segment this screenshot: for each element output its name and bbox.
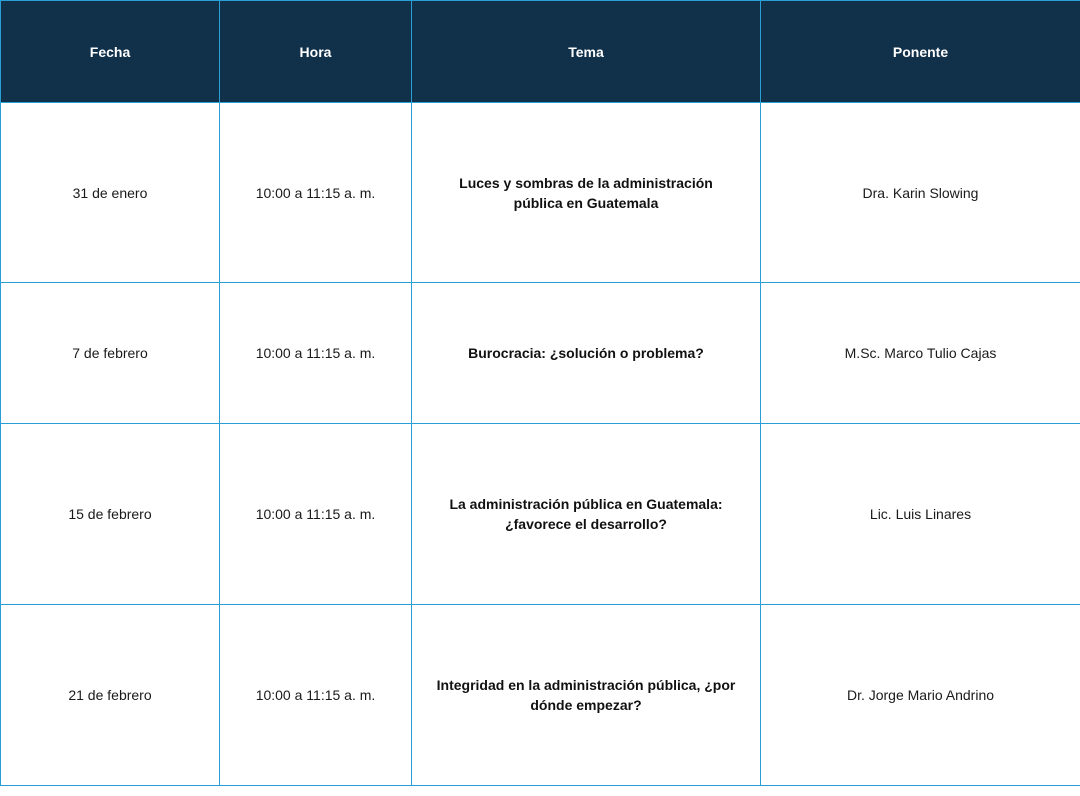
time-cell: 10:00 a 11:15 a. m.: [220, 103, 412, 283]
header-row: [1, 1, 1080, 103]
topic-cell: Luces y sombras de la administración pública en Guatemala: [412, 103, 761, 283]
date-cell: 31 de enero: [1, 103, 220, 283]
speaker-cell: M.Sc. Marco Tulio Cajas: [761, 283, 1080, 424]
speaker-cell: Dra. Karin Slowing: [761, 103, 1080, 283]
date-cell: 21 de febrero: [1, 605, 220, 786]
table-body: [1, 103, 1080, 786]
date-cell: 7 de febrero: [1, 283, 220, 424]
topic-cell: La administración pública en Guatemala: ¿favorece el desarrollo?: [412, 424, 761, 605]
column-header-speaker: Ponente: [761, 1, 1080, 103]
table-row: [1, 424, 1080, 605]
topic-cell: Integridad en la administración pública, ¿por dónde empezar?: [412, 605, 761, 786]
table-row: [1, 103, 1080, 283]
table-row: [1, 283, 1080, 424]
table-row: [1, 605, 1080, 786]
time-cell: 10:00 a 11:15 a. m.: [220, 283, 412, 424]
topic-cell: Burocracia: ¿solución o problema?: [412, 283, 761, 424]
time-cell: 10:00 a 11:15 a. m.: [220, 605, 412, 786]
table-header: [1, 1, 1080, 103]
time-cell: 10:00 a 11:15 a. m.: [220, 424, 412, 605]
speaker-cell: Dr. Jorge Mario Andrino: [761, 605, 1080, 786]
date-cell: 15 de febrero: [1, 424, 220, 605]
speaker-cell: Lic. Luis Linares: [761, 424, 1080, 605]
column-header-topic: Tema: [412, 1, 761, 103]
column-header-time: Hora: [220, 1, 412, 103]
column-header-date: Fecha: [1, 1, 220, 103]
